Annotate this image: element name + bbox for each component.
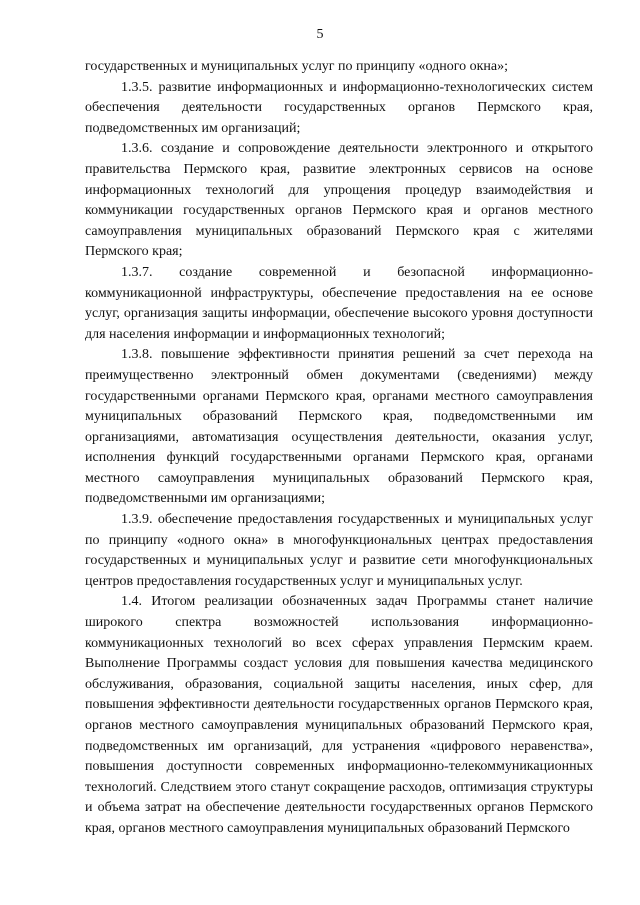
paragraph-1-3-5: 1.3.5. развитие информационных и информационно-технологических систем обеспечения деятельности государственных органов Пермского края, подведомственных им организаций; bbox=[85, 79, 593, 136]
paragraph-1-3-9: 1.3.9. обеспечение предоставления государственных и муниципальных услуг по принципу «одного окна» в многофункциональных центрах предоставления государственных и муниципальных услуг и развитие сети многофункциональных центров предоставления государственных услуг и муниципальных услуг. bbox=[85, 512, 593, 589]
paragraph-1-3-8: 1.3.8. повышение эффективности принятия решений за счет перехода на преимущественно электронный обмен документами (сведениями) между государственными органами Пермского края, органами местного самоуправления муниципальных образований Пермского края, подведомственными им организациями, автоматизация осуществления деятельности, оказания услуг, исполнения функций государственными органами Пермского края, органами местного самоуправления муниципальных образований Пермского края, подведомственными им организациями; bbox=[85, 347, 593, 507]
paragraph-1-3-6: 1.3.6. создание и сопровождение деятельности электронного и открытого правительства Пермского края, развитие электронных сервисов на основе информационных технологий для упрощения процедур взаимодействия и коммуникации государственных органов Пермского края и органов местного самоуправления муниципальных образований Пермского края с жителями Пермского края; bbox=[85, 141, 593, 260]
body-text bbox=[85, 57, 593, 840]
paragraph-1-3-7: 1.3.7. создание современной и безопасной информационно-коммуникационной инфраструктуры, обеспечение предоставления на ее основе услуг, организация защиты информации, обеспечение высокого уровня доступности для населения информации и информационных технологий; bbox=[85, 264, 593, 342]
paragraph-1-4: 1.4. Итогом реализации обозначенных задач Программы станет наличие широкого спектра возможностей использования информационно-коммуникационных технологий во всех сферах управления Пермским краем. Выполнение Программы создаст условия для повышения качества медицинского обслуживания, образования, социальной защиты населения, иных сфер, для повышения эффективности деятельности государственных органов Пермского края, органов местного самоуправления муниципальных образований Пермского края, подведомственных им организаций, для устранения «цифрового неравенства», повышения доступности современных информационно-телекоммуникационных технологий. Следствием этого станут сокращение расходов, оптимизация структуры и объема затрат на обеспечение деятельности государственных органов Пермского края, органов местного самоуправления муниципальных образований Пермского bbox=[85, 594, 593, 836]
paragraph-continuation: государственных и муниципальных услуг по принципу «одного окна»; bbox=[85, 59, 509, 74]
page-number: 5 bbox=[316, 27, 324, 42]
